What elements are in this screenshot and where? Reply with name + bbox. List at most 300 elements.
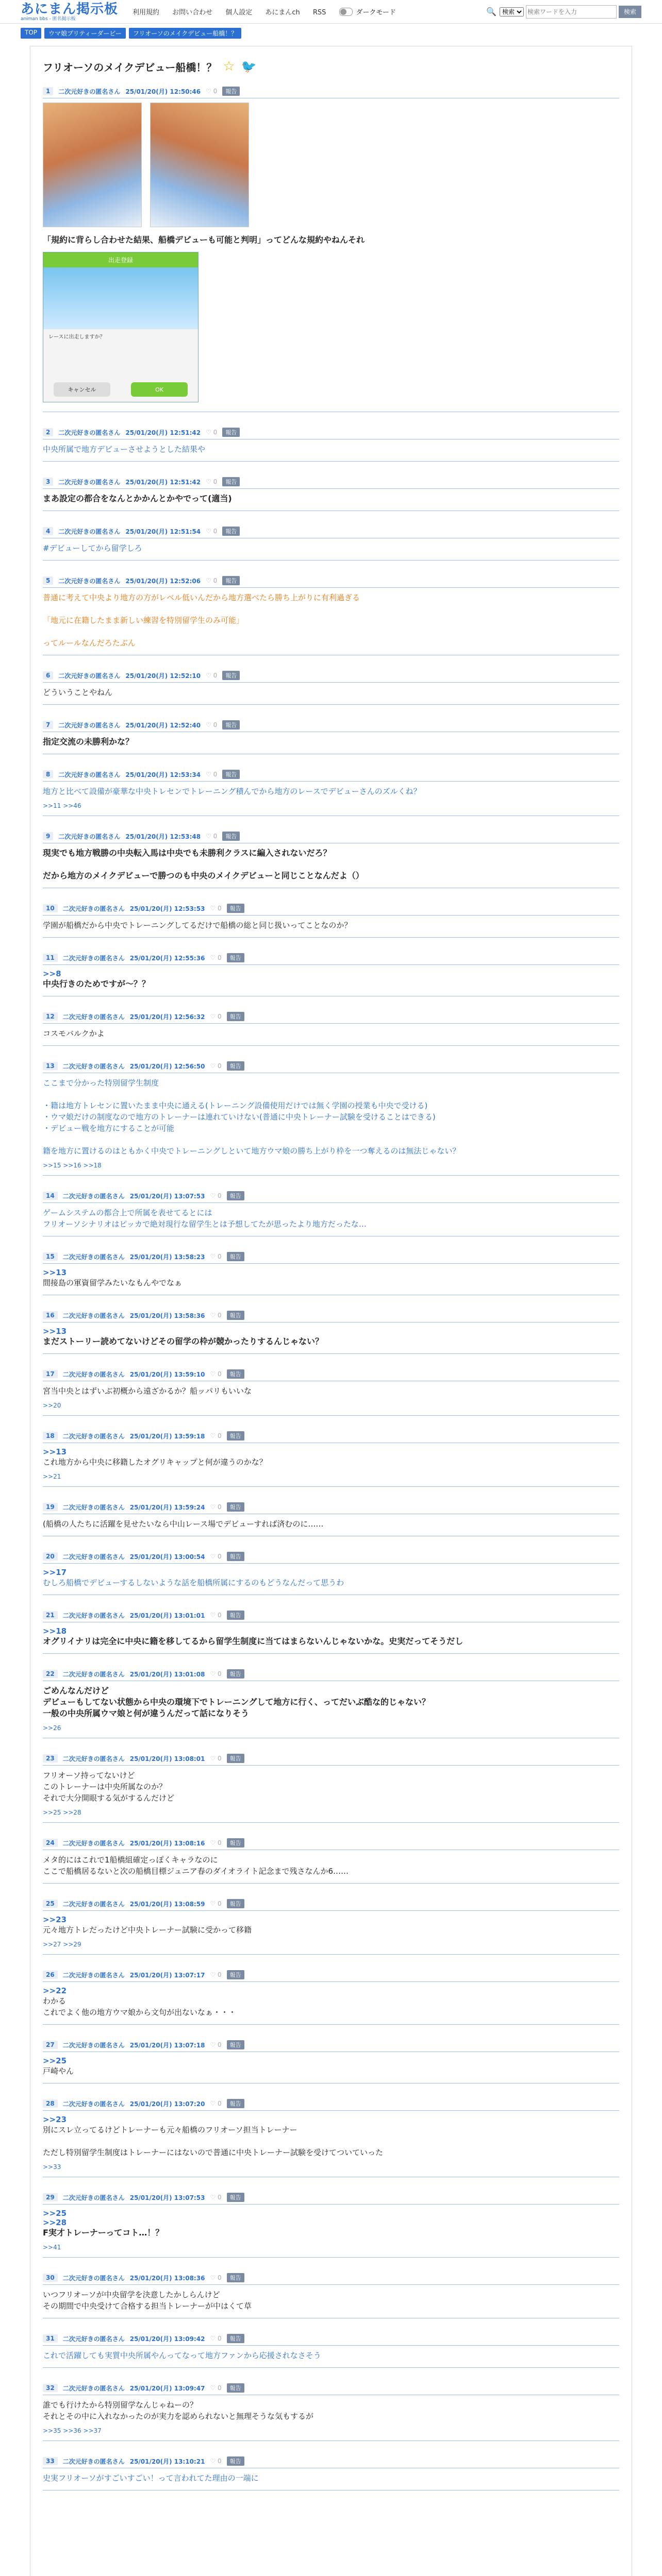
- post-date: 25/01/20(月) 12:52:10: [125, 672, 201, 680]
- report-button[interactable]: 報告: [227, 1754, 244, 1763]
- thread-container: [30, 46, 632, 2576]
- like-button[interactable]: [210, 2458, 221, 2465]
- post-header: [43, 1667, 619, 1681]
- post-author: 二次元好きの匿名さん: [58, 88, 121, 95]
- like-button[interactable]: [206, 528, 217, 535]
- post-author: 二次元好きの匿名さん: [62, 2194, 125, 2201]
- game-dialog-text: レースに出走しますか？: [48, 334, 105, 340]
- heart-icon: ♡: [210, 2335, 218, 2342]
- like-button[interactable]: [210, 905, 221, 912]
- post-item: [43, 1059, 619, 1176]
- post-item: [43, 1752, 619, 1823]
- like-button[interactable]: [206, 577, 217, 584]
- post-author: 二次元好きの匿名さん: [62, 2335, 125, 2343]
- post-body-line: 一般の中央所属ウマ娘と何が違うんだって話になりそう: [43, 1708, 250, 1718]
- report-button[interactable]: 報告: [227, 904, 244, 913]
- post-number[interactable]: 27: [43, 2041, 58, 2049]
- post-author: 二次元好きの匿名さん: [58, 528, 121, 535]
- post-number[interactable]: 15: [43, 1252, 58, 1261]
- post-date: 25/01/20(月) 13:58:36: [129, 1312, 205, 1319]
- heart-icon: ♡: [210, 1900, 218, 1907]
- like-button[interactable]: [210, 1432, 221, 1439]
- like-button[interactable]: [210, 1971, 221, 1978]
- post-number[interactable]: 10: [43, 904, 58, 912]
- like-count: 0: [218, 954, 222, 961]
- post-date: 25/01/20(月) 13:10:21: [129, 2458, 205, 2465]
- post-author: 二次元好きの匿名さん: [58, 771, 121, 778]
- post-date: 25/01/20(月) 13:08:16: [129, 1839, 205, 1847]
- post-number[interactable]: 1: [43, 87, 53, 95]
- like-count: 0: [218, 1553, 222, 1560]
- like-count: 0: [218, 1503, 222, 1511]
- post-header: [43, 426, 619, 439]
- post-number[interactable]: 9: [43, 832, 53, 840]
- heart-icon: ♡: [206, 721, 213, 728]
- like-count: 0: [218, 1839, 222, 1846]
- post-header: [43, 1752, 619, 1766]
- post-header: [43, 2038, 619, 2052]
- like-button[interactable]: [206, 88, 217, 95]
- post-number[interactable]: 30: [43, 2274, 58, 2282]
- post-date: 25/01/20(月) 13:01:08: [129, 1670, 205, 1678]
- post-body-line: ただし特別留学生制度はトレーナーにはないので普通に中央トレーナー試験を受けてついていった: [43, 2148, 384, 2157]
- post-number[interactable]: 32: [43, 2384, 58, 2392]
- game-race-banner: [43, 267, 198, 329]
- post-header: [43, 1367, 619, 1381]
- breadcrumb-top[interactable]: TOP: [21, 28, 41, 39]
- post-author: 二次元好きの匿名さん: [62, 2458, 125, 2465]
- post-number[interactable]: 14: [43, 1192, 58, 1200]
- post-date: 25/01/20(月) 12:52:40: [125, 721, 201, 729]
- post-header: [43, 1968, 619, 1982]
- like-button[interactable]: [210, 1192, 221, 1199]
- like-count: 0: [218, 1312, 222, 1319]
- nav-rss[interactable]: RSS: [312, 9, 326, 16]
- post-anchor-link[interactable]: >>13: [43, 1268, 67, 1277]
- post-body-line: まあ設定の都合をなんとかかんとかやでって(適当): [43, 494, 232, 503]
- post-anchor-link[interactable]: >>23: [43, 2115, 67, 2124]
- post-number[interactable]: 19: [43, 1503, 58, 1511]
- post-item: [43, 2332, 619, 2368]
- post-item: [43, 524, 619, 561]
- post-item: [43, 1429, 619, 1487]
- like-count: 0: [218, 1432, 222, 1439]
- post-body-line: 元々地方トレだったけど中央トレーナー試験に受かって移籍: [43, 1925, 252, 1935]
- heart-icon: ♡: [206, 478, 213, 485]
- post-number[interactable]: 7: [43, 721, 53, 729]
- like-button[interactable]: [210, 1253, 221, 1260]
- post-number[interactable]: 22: [43, 1670, 58, 1678]
- heart-icon: ♡: [210, 905, 218, 912]
- report-button[interactable]: 報告: [227, 2383, 244, 2393]
- post-body-line: ・ウマ娘だけの制度なので地方のトレーナーは連れていけない(普通に中央トレーナー試験を受けることはできる): [43, 1112, 436, 1122]
- dark-mode-toggle[interactable]: [339, 7, 395, 16]
- favorite-star-icon[interactable]: ☆: [223, 59, 235, 74]
- post-author: 二次元好きの匿名さん: [62, 1900, 125, 1908]
- reply-links[interactable]: >>33: [43, 2163, 61, 2171]
- post-body-line: [43, 603, 619, 615]
- breadcrumb-category[interactable]: ウマ娘プリティーダービー: [44, 28, 126, 39]
- post-item: [43, 2381, 619, 2441]
- post-body-line: 別にスレ立ってるけどトレーナーも元々船橋のフリオーソ担当トレーナー: [43, 2125, 297, 2134]
- post-number[interactable]: 12: [43, 1012, 58, 1021]
- post-header: [43, 902, 619, 916]
- post-body-line: [43, 859, 619, 870]
- like-button[interactable]: [210, 1900, 221, 1907]
- post-body-line: (船橋の人たちに活躍を見せたいなら中山レース場でデビューすれば済むのに……: [43, 1519, 324, 1529]
- search-button[interactable]: 検索: [619, 6, 641, 18]
- heart-icon: ♡: [210, 1971, 218, 1978]
- post-author: 二次元好きの匿名さん: [62, 2100, 125, 2108]
- like-count: 0: [218, 1755, 222, 1762]
- like-button[interactable]: [210, 1553, 221, 1560]
- post-number[interactable]: 18: [43, 1432, 58, 1440]
- like-button[interactable]: [206, 721, 217, 728]
- post-body-line: それで大分開眼する気がするんだけど: [43, 1793, 175, 1803]
- heart-icon: ♡: [210, 1013, 218, 1020]
- nav-animanch[interactable]: あにまんch: [265, 9, 300, 16]
- game-cancel-button: キャンセル: [54, 382, 110, 397]
- like-button[interactable]: [210, 1755, 221, 1762]
- like-button[interactable]: [210, 2041, 221, 2048]
- heart-icon: ♡: [210, 1370, 218, 1378]
- post-item: [43, 829, 619, 888]
- post-body-line: F実才トレーナーってコト…！？: [43, 2228, 164, 2238]
- post-header: [43, 1010, 619, 1024]
- report-button[interactable]: 報告: [222, 770, 240, 779]
- post-author: 二次元好きの匿名さん: [62, 905, 125, 912]
- report-button[interactable]: 報告: [227, 1669, 244, 1679]
- heart-icon: ♡: [206, 88, 213, 95]
- post-number[interactable]: 4: [43, 527, 53, 535]
- report-button[interactable]: 報告: [227, 1061, 244, 1071]
- report-button[interactable]: 報告: [222, 87, 240, 96]
- report-button[interactable]: 報告: [227, 1431, 244, 1440]
- post-number[interactable]: 28: [43, 2099, 58, 2108]
- post-header: [43, 524, 619, 538]
- like-button[interactable]: [206, 429, 217, 436]
- like-count: 0: [218, 2335, 222, 2342]
- post-body-line: フリオーソシナリオはピッカで絶対現行な留学生とは予想してたが思ったより地方だったな…: [43, 1219, 367, 1229]
- post-author: 二次元好きの匿名さん: [62, 1553, 125, 1561]
- post-body-line: 間接島の軍資留学みたいなもんやでなぁ: [43, 1278, 183, 1287]
- post-body-line: フリオーソ持ってないけど: [43, 1771, 135, 1780]
- like-button[interactable]: [206, 478, 217, 485]
- post-date: 25/01/20(月) 12:51:42: [125, 429, 201, 436]
- post-number[interactable]: 6: [43, 671, 53, 680]
- post-item: [43, 84, 619, 412]
- report-button[interactable]: 報告: [222, 477, 240, 486]
- report-button[interactable]: 報告: [227, 2099, 244, 2108]
- reply-links[interactable]: >>11 >>46: [43, 802, 81, 809]
- post-number[interactable]: 11: [43, 954, 58, 962]
- search-icon: 🔍: [486, 7, 496, 16]
- like-button[interactable]: [210, 1062, 221, 1070]
- reply-links[interactable]: >>25 >>28: [43, 1809, 81, 1816]
- thread-header: [43, 50, 619, 84]
- post-author: 二次元好きの匿名さん: [58, 478, 121, 486]
- post-date: 25/01/20(月) 13:08:36: [129, 2274, 205, 2282]
- post-date: 25/01/20(月) 13:08:01: [129, 1755, 205, 1762]
- post-header: [43, 2191, 619, 2205]
- post-body-line: 指定交流の未勝利かな？: [43, 737, 134, 747]
- reply-links[interactable]: >>21: [43, 1473, 61, 1480]
- post-body-line: それとその中に入れなかったのが実力を認められないと無理そうな気もするが: [43, 2412, 314, 2421]
- report-button[interactable]: 報告: [222, 832, 240, 841]
- post-author: 二次元好きの匿名さん: [62, 1253, 125, 1261]
- like-button[interactable]: [210, 1612, 221, 1619]
- post-body-line: [43, 626, 619, 637]
- report-button[interactable]: 報告: [227, 1311, 244, 1320]
- heart-icon: ♡: [210, 1312, 218, 1319]
- post-number[interactable]: 20: [43, 1552, 58, 1561]
- post-body-line: 中央所属で地方デビューさせようとした結果や: [43, 445, 206, 454]
- post-item: [43, 1968, 619, 2025]
- site-logo[interactable]: [21, 2, 118, 22]
- report-button[interactable]: 報告: [227, 2193, 244, 2202]
- like-button[interactable]: [210, 2194, 221, 2201]
- post-header: [43, 2097, 619, 2111]
- post-number[interactable]: 26: [43, 1971, 58, 1979]
- post-date: 25/01/20(月) 13:59:10: [129, 1370, 205, 1378]
- like-button[interactable]: [210, 1370, 221, 1378]
- like-count: 0: [213, 88, 218, 95]
- post-number[interactable]: 16: [43, 1311, 58, 1319]
- post-anchor-link[interactable]: >>22: [43, 1986, 67, 1995]
- post-date: 25/01/20(月) 13:07:20: [129, 2100, 205, 2108]
- post-number[interactable]: 23: [43, 1754, 58, 1762]
- post-item: [43, 1550, 619, 1595]
- reply-links[interactable]: >>35 >>36 >>37: [43, 2427, 102, 2434]
- post-item: [43, 902, 619, 938]
- post-body-line: どういうことやねん: [43, 688, 113, 697]
- report-button[interactable]: 報告: [227, 1502, 244, 1512]
- post-number[interactable]: 5: [43, 577, 53, 585]
- like-button[interactable]: [210, 2274, 221, 2281]
- like-count: 0: [218, 1253, 222, 1260]
- post-date: 25/01/20(月) 13:08:59: [129, 1900, 205, 1908]
- report-button[interactable]: 報告: [227, 1012, 244, 1021]
- like-button[interactable]: [206, 771, 217, 778]
- heart-icon: ♡: [210, 1839, 218, 1846]
- like-count: 0: [218, 1013, 222, 1020]
- like-count: 0: [213, 577, 218, 584]
- post-author: 二次元好きの匿名さん: [62, 2384, 125, 2392]
- post-item: [43, 718, 619, 754]
- post-body-line: このトレーナーは中央所属なのか？: [43, 1782, 167, 1791]
- character-image[interactable]: [150, 103, 249, 227]
- post-number[interactable]: 3: [43, 478, 53, 486]
- search-input[interactable]: [526, 5, 617, 19]
- post-body-line: ここで船橋居るないと次の船橋目標ジュニア春のダイオライト記念まで残さなんか6……: [43, 1867, 349, 1876]
- post-author: 二次元好きの匿名さん: [62, 1062, 125, 1070]
- post-date: 25/01/20(月) 13:09:47: [129, 2384, 205, 2392]
- post-body-line: メタ的にはこれで1船橋組確定っぽくキャラなのに: [43, 1855, 218, 1865]
- post-list: [43, 84, 619, 2490]
- report-button[interactable]: 報告: [227, 953, 244, 962]
- post-item: [43, 1608, 619, 1654]
- reply-links[interactable]: >>41: [43, 2244, 61, 2251]
- breadcrumb: [0, 24, 662, 41]
- report-button[interactable]: 報告: [222, 671, 240, 680]
- dark-mode-label: ダークモード: [356, 9, 396, 16]
- like-button[interactable]: [210, 954, 221, 961]
- post-header: [43, 1309, 619, 1323]
- post-author: 二次元好きの匿名さん: [62, 1370, 125, 1378]
- post-header: [43, 84, 619, 98]
- post-body-line: これでよく他の地方ウマ娘から文句が出ないなぁ・・・: [43, 2008, 237, 2017]
- post-number[interactable]: 2: [43, 428, 53, 436]
- post-anchor-link[interactable]: >>13: [43, 1447, 67, 1456]
- report-button[interactable]: 報告: [222, 720, 240, 730]
- post-header: [43, 574, 619, 588]
- heart-icon: ♡: [210, 954, 218, 961]
- post-anchor-link[interactable]: >>28: [43, 2218, 67, 2227]
- like-button[interactable]: [210, 1312, 221, 1319]
- twitter-share-icon[interactable]: 🐦: [241, 59, 257, 74]
- search-select[interactable]: [500, 7, 524, 16]
- post-body-line: 学園が船橋だから中央でトレーニングしてるだけで船橋の総と同じ扱いってことなのか？: [43, 921, 352, 930]
- post-body-line: これ地方から中央に移籍したオグリキャップと何が違うのかな？: [43, 1458, 267, 1467]
- breadcrumb-thread[interactable]: フリオーソのメイクデビュー船橋！？: [129, 28, 241, 39]
- heart-icon: ♡: [210, 2274, 218, 2281]
- heart-icon: ♡: [210, 1192, 218, 1199]
- post-date: 25/01/20(月) 12:53:48: [125, 833, 201, 840]
- like-button[interactable]: [210, 1839, 221, 1846]
- post-body-line: ・籍は地方トレセンに置いたまま中央に通える(トレーニング設備使用だけでは無く学園の授業も中央で受ける): [43, 1101, 428, 1110]
- post-anchor-link[interactable]: >>18: [43, 1626, 67, 1636]
- like-count: 0: [218, 2100, 222, 2107]
- report-button[interactable]: 報告: [227, 1899, 244, 1908]
- heart-icon: ♡: [210, 1553, 218, 1560]
- report-button[interactable]: 報告: [222, 428, 240, 437]
- like-button[interactable]: [210, 1503, 221, 1511]
- report-button[interactable]: 報告: [227, 2334, 244, 2343]
- post-item: [43, 1309, 619, 1354]
- report-button[interactable]: 報告: [222, 527, 240, 536]
- post-anchor-link[interactable]: >>25: [43, 2056, 67, 2065]
- post-item: [43, 951, 619, 996]
- reply-links[interactable]: >>26: [43, 1724, 61, 1732]
- report-button[interactable]: 報告: [227, 1191, 244, 1200]
- post-number[interactable]: 25: [43, 1900, 58, 1908]
- post-body-line: 「規約に背らし合わせた結果、船橋デビューも可能と判明」ってどんな規約やねんそれ: [43, 235, 365, 245]
- nav-settings[interactable]: 個人設定: [225, 9, 253, 16]
- game-screenshot-image[interactable]: [43, 252, 198, 402]
- post-author: 二次元好きの匿名さん: [58, 833, 121, 840]
- game-ok-button: OK: [131, 382, 188, 397]
- post-body-line: 地方と比べて設備が豪華な中央トレセンでトレーニング積んでから地方のレースでデビューさんのズルくね？: [43, 787, 421, 796]
- like-button[interactable]: [206, 672, 217, 679]
- heart-icon: ♡: [210, 1062, 218, 1070]
- post-author: 二次元好きの匿名さん: [62, 954, 125, 962]
- post-author: 二次元好きの匿名さん: [62, 1670, 125, 1678]
- report-button[interactable]: 報告: [222, 576, 240, 585]
- post-anchor-link[interactable]: >>8: [43, 969, 61, 978]
- post-anchor-link[interactable]: >>25: [43, 2209, 67, 2218]
- like-count: 0: [218, 1971, 222, 1978]
- report-button[interactable]: 報告: [227, 1252, 244, 1261]
- post-anchor-link[interactable]: >>23: [43, 1915, 67, 1924]
- like-count: 0: [218, 1192, 222, 1199]
- post-body-line: ごめんなんだけど: [43, 1686, 109, 1696]
- like-count: 0: [218, 1670, 222, 1677]
- post-header: [43, 2271, 619, 2285]
- site-logo-subtitle: animan bbs - 匿名掲示板: [21, 16, 76, 22]
- reply-links[interactable]: >>27 >>29: [43, 1941, 81, 1948]
- post-body-line: だから地方のメイクデビューで勝つのも中央のメイクデビューと同じことなんだよ（）: [43, 871, 364, 880]
- heart-icon: ♡: [210, 2194, 218, 2201]
- like-count: 0: [218, 2384, 222, 2392]
- report-button[interactable]: 報告: [227, 1552, 244, 1561]
- like-count: 0: [218, 1062, 222, 1070]
- report-button[interactable]: 報告: [227, 2456, 244, 2466]
- post-header: [43, 1059, 619, 1073]
- character-image[interactable]: [43, 103, 142, 227]
- report-button[interactable]: 報告: [227, 1369, 244, 1379]
- post-item: [43, 2454, 619, 2490]
- post-body-line: ・デビュー戦を地方にすることが可能: [43, 1124, 175, 1133]
- reply-links[interactable]: >>15 >>16 >>18: [43, 1162, 102, 1169]
- post-date: 25/01/20(月) 13:59:24: [129, 1503, 205, 1511]
- post-author: 二次元好きの匿名さん: [58, 429, 121, 436]
- heart-icon: ♡: [206, 429, 213, 436]
- heart-icon: ♡: [210, 1253, 218, 1260]
- like-button[interactable]: [210, 2335, 221, 2342]
- post-body-line: [43, 1089, 619, 1100]
- post-anchor-link[interactable]: >>13: [43, 1327, 67, 1336]
- post-number[interactable]: 17: [43, 1370, 58, 1378]
- post-number[interactable]: 33: [43, 2457, 58, 2465]
- reply-links[interactable]: >>20: [43, 1402, 61, 1409]
- post-date: 25/01/20(月) 12:53:34: [125, 771, 201, 778]
- report-button[interactable]: 報告: [227, 2273, 244, 2282]
- post-item: [43, 669, 619, 705]
- report-button[interactable]: 報告: [227, 1611, 244, 1620]
- post-number[interactable]: 8: [43, 770, 53, 778]
- heart-icon: ♡: [206, 833, 213, 840]
- like-button[interactable]: [206, 833, 217, 840]
- post-number[interactable]: 31: [43, 2334, 58, 2343]
- post-number[interactable]: 29: [43, 2193, 58, 2201]
- like-button[interactable]: [210, 2384, 221, 2392]
- post-date: 25/01/20(月) 13:58:23: [129, 1253, 205, 1261]
- post-item: [43, 1836, 619, 1884]
- like-button[interactable]: [210, 1670, 221, 1677]
- nav-contact[interactable]: お問い合わせ: [172, 9, 213, 16]
- post-item: [43, 1500, 619, 1536]
- post-number[interactable]: 21: [43, 1611, 58, 1619]
- post-author: 二次元好きの匿名さん: [62, 1312, 125, 1319]
- post-body-line: 普通に考えて中央より地方の方がレベル低いんだから地方選べたら勝ち上がりに有利過ぎる: [43, 593, 360, 602]
- post-header: [43, 475, 619, 489]
- post-item: [43, 475, 619, 511]
- page-title: フリオーソのメイクデビュー船橋！？: [43, 61, 217, 74]
- report-button[interactable]: 報告: [227, 1970, 244, 1979]
- post-number[interactable]: 24: [43, 1839, 58, 1847]
- heart-icon: ♡: [210, 1612, 218, 1619]
- post-anchor-link[interactable]: >>17: [43, 1568, 67, 1577]
- like-button[interactable]: [210, 1013, 221, 1020]
- post-number[interactable]: 13: [43, 1062, 58, 1070]
- nav-terms[interactable]: 利用規約: [133, 9, 160, 16]
- post-header: [43, 669, 619, 683]
- report-button[interactable]: 報告: [227, 1838, 244, 1848]
- report-button[interactable]: 報告: [227, 2040, 244, 2049]
- post-header: [43, 951, 619, 965]
- post-author: 二次元好きの匿名さん: [62, 1503, 125, 1511]
- like-button[interactable]: [210, 2100, 221, 2107]
